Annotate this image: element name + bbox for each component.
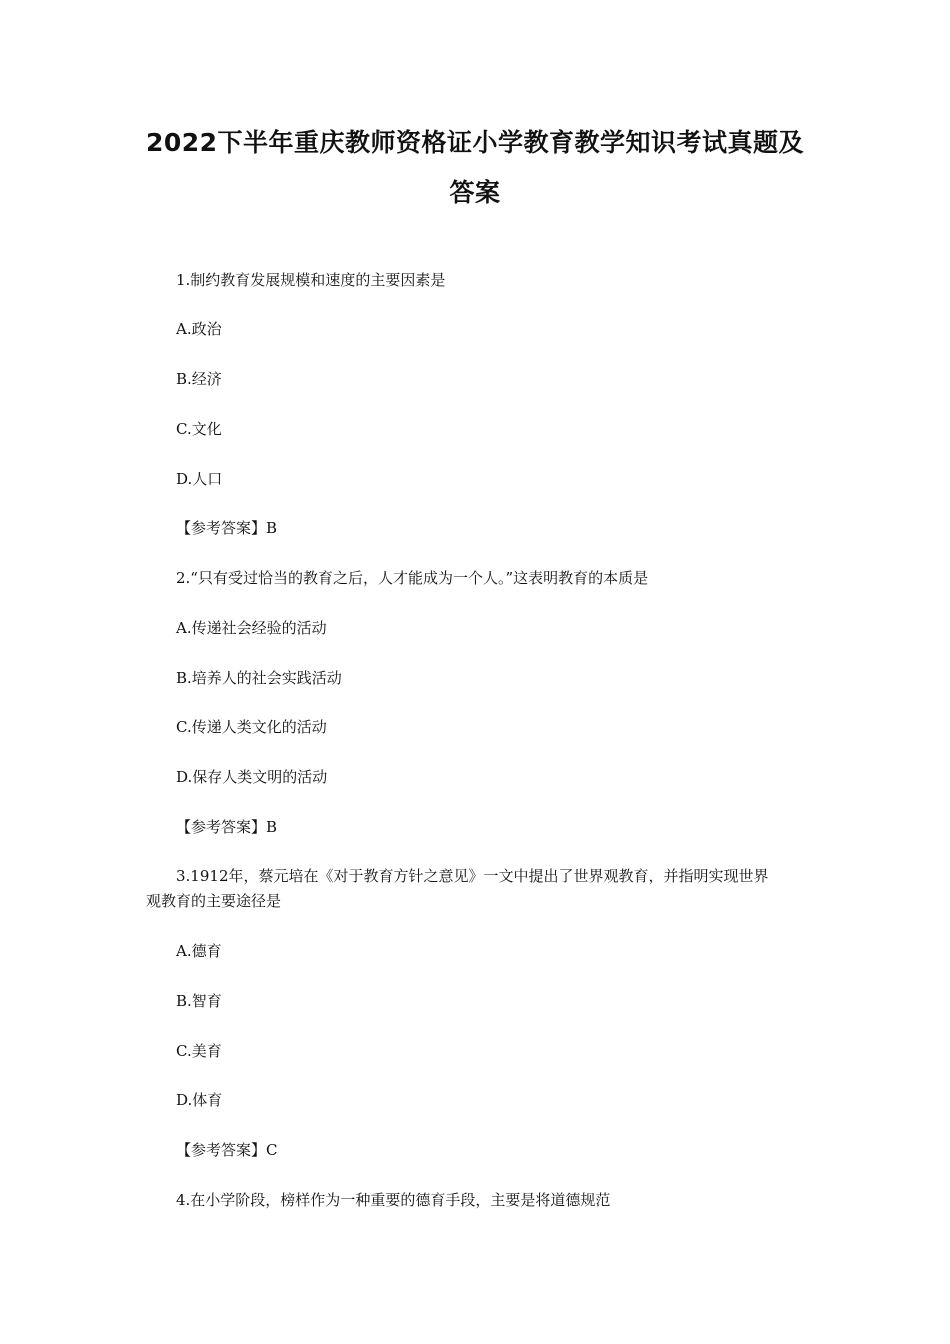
question-2-stem: 2.“只有受过恰当的教育之后，人才能成为一个人。”这表明教育的本质是 (176, 569, 649, 587)
question-2-answer: 【参考答案】B (176, 818, 278, 836)
question-3-option-d: D.体育 (176, 1091, 223, 1109)
question-1-option-a: A.政治 (176, 320, 222, 338)
document-title: 2022下半年重庆教师资格证小学教育教学知识考试真题及 (145, 128, 805, 157)
question-1-option-c: C.文化 (176, 420, 222, 438)
question-3-option-a: A.德育 (176, 942, 222, 960)
question-2-option-b: B.培养人的社会实践活动 (176, 669, 342, 687)
question-2-option-a: A.传递社会经验的活动 (176, 619, 327, 637)
question-1-option-b: B.经济 (176, 370, 222, 388)
question-3-stem-continued: 观教育的主要途径是 (146, 892, 282, 910)
question-3-answer: 【参考答案】C (176, 1141, 278, 1159)
document-title-continued: 答案 (449, 178, 501, 207)
question-3-option-c: C.美育 (176, 1042, 222, 1060)
question-1-stem: 1.制约教育发展规模和速度的主要因素是 (176, 271, 446, 289)
question-4-stem: 4.在小学阶段，榜样作为一种重要的德育手段，主要是将道德规范 (176, 1191, 611, 1209)
question-3-option-b: B.智育 (176, 992, 222, 1010)
question-1-answer: 【参考答案】B (176, 519, 278, 537)
question-2-option-d: D.保存人类文明的活动 (176, 768, 328, 786)
question-3-stem: 3.1912年，蔡元培在《对于教育方针之意见》一文中提出了世界观教育，并指明实现世界 (176, 867, 769, 885)
question-1-option-d: D.人口 (176, 470, 223, 488)
question-2-option-c: C.传递人类文化的活动 (176, 718, 327, 736)
